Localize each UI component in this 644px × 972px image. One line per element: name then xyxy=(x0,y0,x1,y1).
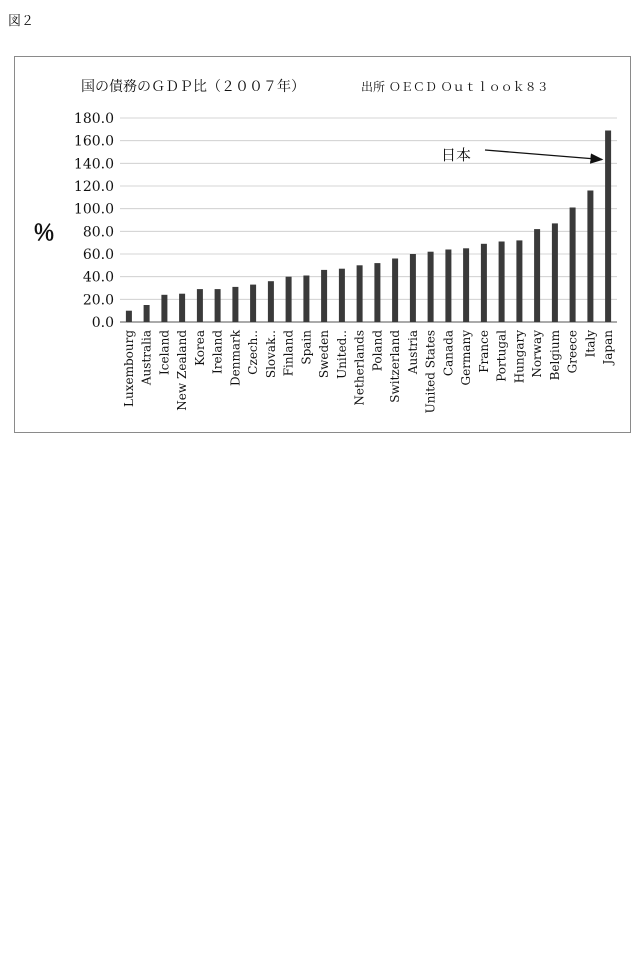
x-tick-label: United States xyxy=(423,330,438,414)
y-tick-labels xyxy=(74,111,114,331)
x-tick-label: Czech.. xyxy=(246,330,261,375)
x-tick-label: Italy xyxy=(583,330,598,358)
x-tick-label: Netherlands xyxy=(352,330,367,406)
x-tick-labels xyxy=(122,329,615,413)
bar-spain xyxy=(303,276,309,323)
x-tick-label: Portugal xyxy=(494,330,509,382)
x-tick-label: New Zealand xyxy=(175,330,190,411)
bar-belgium xyxy=(552,223,558,322)
chart-title: 国の債務のＧＤＰ比（２００７年） xyxy=(81,79,305,95)
x-tick-label: Slovak.. xyxy=(263,330,278,379)
bar-norway xyxy=(534,229,540,322)
x-tick-label: Iceland xyxy=(157,330,172,375)
gridlines xyxy=(120,118,617,322)
x-tick-label: Japan xyxy=(601,330,616,365)
bar-portugal xyxy=(499,242,505,323)
bar-czech xyxy=(250,285,256,322)
x-tick-label: Canada xyxy=(441,330,456,377)
bar-hungary xyxy=(516,240,522,322)
chart-source: 出所 ＯＥＣＤ Ｏｕｔｌｏｏｋ８３ xyxy=(361,80,549,94)
x-tick-label: Greece xyxy=(565,330,580,374)
bar-sweden xyxy=(321,270,327,322)
annotation-arrow xyxy=(485,150,602,160)
bar-iceland xyxy=(161,295,167,322)
x-tick-label: Sweden xyxy=(317,330,332,379)
bar-netherlands xyxy=(357,265,363,322)
x-tick-label: Australia xyxy=(139,330,154,386)
y-tick-label: 100.0 xyxy=(73,201,114,218)
bar-japan xyxy=(605,131,611,323)
x-tick-label: Luxembourg xyxy=(121,330,136,407)
x-tick-label: Finland xyxy=(281,330,296,377)
y-tick-label: 80.0 xyxy=(82,224,114,241)
x-tick-label: Switzerland xyxy=(388,330,403,403)
bar-united-states xyxy=(428,252,434,322)
y-tick-label: 180.0 xyxy=(73,111,114,127)
bar-slovak xyxy=(268,281,274,322)
bar-luxembourg xyxy=(126,311,132,322)
y-tick-label: 0.0 xyxy=(91,315,114,331)
x-tick-label: Belgium xyxy=(547,330,562,381)
x-tick-label: Ireland xyxy=(210,330,225,374)
bar-new-zealand xyxy=(179,294,185,322)
y-tick-label: 20.0 xyxy=(82,292,114,309)
x-tick-label: France xyxy=(476,330,491,373)
y-tick-label: 60.0 xyxy=(82,247,114,263)
x-tick-label: Germany xyxy=(459,330,474,386)
x-tick-label: United.. xyxy=(334,330,349,379)
bar-chart xyxy=(15,57,630,432)
bar-france xyxy=(481,244,487,322)
figure-label: 図２ xyxy=(8,14,35,29)
x-tick-label: Austria xyxy=(405,330,420,375)
bar-united xyxy=(339,269,345,322)
y-tick-label: 140.0 xyxy=(73,156,114,173)
x-tick-label: Hungary xyxy=(512,330,527,384)
bar-korea xyxy=(197,289,203,322)
x-tick-label: Korea xyxy=(192,330,207,366)
x-tick-label: Denmark xyxy=(228,330,243,386)
bar-germany xyxy=(463,248,469,322)
x-tick-label: Poland xyxy=(370,330,385,372)
bar-finland xyxy=(286,277,292,322)
y-tick-label: 120.0 xyxy=(73,179,114,195)
bar-greece xyxy=(570,208,576,323)
y-axis-label: ％ xyxy=(33,221,56,246)
x-tick-label: Norway xyxy=(530,330,545,378)
bar-switzerland xyxy=(392,259,398,323)
annotation-label: 日本 xyxy=(441,146,472,164)
bars xyxy=(126,131,611,323)
bar-austria xyxy=(410,254,416,322)
annotation xyxy=(441,146,602,164)
bar-canada xyxy=(445,250,451,323)
bar-italy xyxy=(587,191,593,323)
bar-ireland xyxy=(215,289,221,322)
chart-frame xyxy=(14,56,631,433)
x-tick-label: Spain xyxy=(299,330,314,365)
bar-poland xyxy=(374,263,380,322)
bar-australia xyxy=(144,305,150,322)
y-tick-label: 40.0 xyxy=(82,269,114,286)
bar-denmark xyxy=(232,287,238,322)
y-tick-label: 160.0 xyxy=(73,133,114,150)
